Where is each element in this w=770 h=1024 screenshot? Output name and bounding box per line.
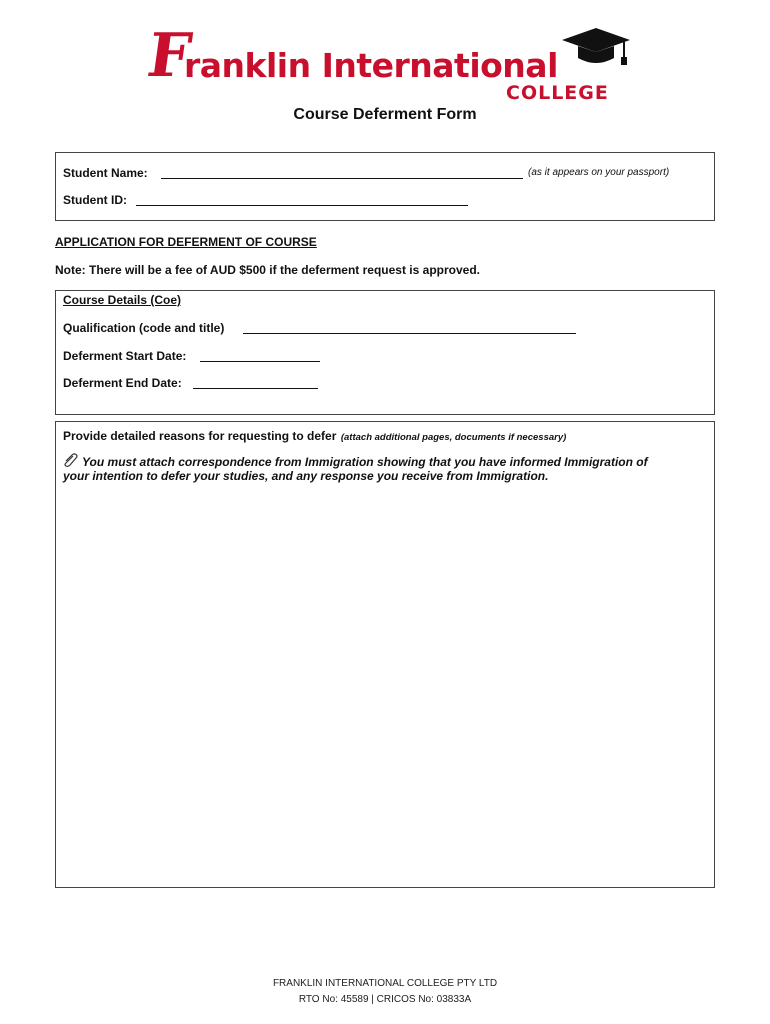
footer-registration: RTO No: 45589 | CRICOS No: 03833A xyxy=(298,994,472,1005)
qualification-label: Qualification (code and title) xyxy=(63,321,225,335)
immigration-notice-line1: You must attach correspondence from Immigration showing that you have informed Immigration of xyxy=(82,455,648,469)
qualification-field[interactable] xyxy=(243,333,576,334)
logo-name: ranklin International xyxy=(184,46,558,85)
immigration-notice-line2: your intention to defer your studies, and any response you receive from Immigration. xyxy=(63,469,549,483)
immigration-notice xyxy=(63,455,708,483)
student-name-field[interactable] xyxy=(161,178,523,179)
course-details-box xyxy=(55,290,715,415)
start-date-field[interactable] xyxy=(200,361,320,362)
logo-initial: F xyxy=(143,21,196,91)
end-date-field[interactable] xyxy=(193,388,318,389)
student-id-field[interactable] xyxy=(136,205,468,206)
end-date-label: Deferment End Date: xyxy=(63,376,182,390)
footer-company: FRANKLIN INTERNATIONAL COLLEGE PTY LTD xyxy=(272,978,498,989)
student-details-box xyxy=(55,152,715,221)
start-date-label: Deferment Start Date: xyxy=(63,349,187,363)
college-logo xyxy=(143,21,638,110)
course-details-heading: Course Details (Coe) xyxy=(63,293,182,307)
reasons-hint: (attach additional pages, documents if necessary) xyxy=(340,432,567,443)
application-heading: APPLICATION FOR DEFERMENT OF COURSE xyxy=(55,235,317,249)
form-title: Course Deferment Form xyxy=(293,106,477,123)
graduation-cap-icon xyxy=(558,24,634,70)
reasons-text-area[interactable] xyxy=(57,486,713,884)
reasons-box xyxy=(55,421,715,888)
reasons-label-row xyxy=(63,427,566,445)
logo-college: COLLEGE xyxy=(506,82,609,104)
reasons-label: Provide detailed reasons for requesting to defer xyxy=(63,429,337,443)
fee-note: Note: There will be a fee of AUD $500 if the deferment request is approved. xyxy=(55,263,480,277)
student-name-hint: (as it appears on your passport) xyxy=(528,167,670,178)
student-id-label: Student ID: xyxy=(63,193,127,207)
student-name-label: Student Name: xyxy=(63,166,148,180)
